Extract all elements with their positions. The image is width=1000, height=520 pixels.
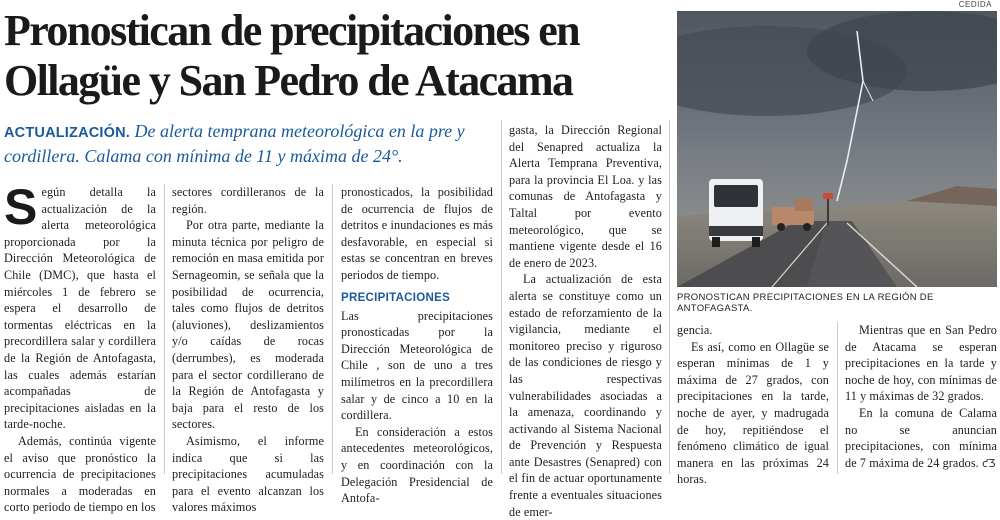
col1-paragraph-1 xyxy=(4,179,156,433)
column-5 xyxy=(677,322,829,488)
deck xyxy=(4,120,504,168)
column-6 xyxy=(845,322,997,472)
col3-paragraph-2: Las precipitaciones pronosticadas por la Dirección Meteorológica de Chile , son de uno a tres milímetros en la precordillera salar y de cinco a 10 en la cordillera. xyxy=(341,308,493,423)
column-1 xyxy=(4,179,156,516)
col6-paragraph-2-text: En la comuna de Calama no se anuncian precipitaciones, con mínima de 7 máxima de 24 grados. xyxy=(845,405,997,470)
column-3 xyxy=(341,184,493,507)
column-divider xyxy=(837,322,838,474)
photo-caption: PRONOSTICAN PRECIPITACIONES EN LA REGIÓN DE ANTOFAGASTA. xyxy=(677,292,934,314)
col6-paragraph-2 xyxy=(845,405,997,472)
column-divider xyxy=(669,120,670,474)
column-divider xyxy=(501,120,502,474)
col5-paragraph-2: Es así, como en Ollagüe se esperan mínimas de 1 y máxima de 27 grados, con precipitaciones en la tarde, noche de ayer, y madrugada de hoy, repitiéndose el fenómeno climático de igual manera en las próximas 24 horas. xyxy=(677,339,829,487)
dropcap: S xyxy=(4,179,38,235)
storm-photo xyxy=(677,11,997,287)
column-4 xyxy=(509,122,662,520)
section-subhead: PRECIPITACIONES xyxy=(341,291,451,304)
col2-paragraph-2: Por otra parte, mediante la minuta técnica por peligro de remoción en masa emitida por Sernageomin, se señala que la posibilidad de ocurrencia, tales como flujos de detritos (aluviones), deslizamientos y/o caídas de rocas (derrumbes), es moderada para el sector cordillerano de la Región de Antofagasta y baja para el resto de los sectores. xyxy=(172,218,324,432)
col2-paragraph-1: sectores cordilleranos de la región. xyxy=(172,185,324,216)
headline-line-2: Ollagüe y San Pedro de Atacama xyxy=(4,56,573,105)
headline-line-1: Pronostican de precipitaciones en xyxy=(4,6,579,55)
column-divider xyxy=(332,184,333,474)
col2-paragraph-3: Asimismo, el informe indica que si las precipitaciones acumuladas para el evento alcanzan los valores máximos xyxy=(172,433,324,515)
col4-paragraph-1: gasta, la Dirección Regional del Senapred actualiza la Alerta Temprana Preventiva, para la provincia El Loa. y las comunas de Antofagasta y Taltal por evento meteorológico, que se mantiene vigente desde el 16 de enero de 2023. xyxy=(509,123,662,270)
col6-paragraph-1: Mientras que en San Pedro de Atacama se esperan precipitaciones en la tarde y noche de hoy, con mínimas de 11 y máximas de 32 grados. xyxy=(845,323,997,404)
column-2 xyxy=(172,184,324,516)
photo-credit: CEDIDA xyxy=(958,0,992,9)
deck-tag: ACTUALIZACIÓN. xyxy=(4,125,131,141)
col4-paragraph-2: La actualización de esta alerta se constituye como un estado de reforzamiento de la vigilancia, mediante el monitoreo preciso y riguroso de las condiciones de riesgo y las respectivas vulnerabilidades asociadas a la amenaza, coordinando y activando al Sistema Nacional de Prevención y Respuesta ante Desastres (Senapred) con el fin de actuar oportunamente frente a eventuales situaciones de emer- xyxy=(509,272,662,519)
col3-paragraph-1: pronosticados, la posibilidad de ocurrencia de flujos de detritos e inundaciones es más desfavorable, en especial si estas se concentran en breves periodos de tiempo. xyxy=(341,185,493,282)
end-mark: ƈƷ xyxy=(981,456,996,470)
headline xyxy=(4,6,669,106)
col5-paragraph-1: gencia. xyxy=(677,323,713,337)
deck-text: De alerta temprana meteorológica en la pre y cordillera. Calama con mínima de 11 y máxima de 24°. xyxy=(4,121,465,166)
col3-paragraph-3: En consideración a estos antecedentes meteorológicos, y en coordinación con la Delegación Presidencial de Antofa- xyxy=(341,424,493,506)
storm-road-image xyxy=(677,11,997,287)
col1-paragraph-1-text: egún detalla la actualización de la alerta meteorológica proporcionada por la Dirección Meteorológica de Chile (DMC), que hasta el miércoles 1 de febrero se espera el desarrollo de tormentas eléctricas en la precordillera salar y cordillera de la Región de Antofagasta, las cuales además estarían acompañadas de precipitaciones aisladas en la tarde-noche. xyxy=(4,185,156,432)
column-divider xyxy=(164,184,165,474)
col1-paragraph-2: Además, continúa vigente el aviso que pronóstico la ocurrencia de precipitaciones normales a moderadas en corto periodo de tiempo en los xyxy=(4,433,156,515)
